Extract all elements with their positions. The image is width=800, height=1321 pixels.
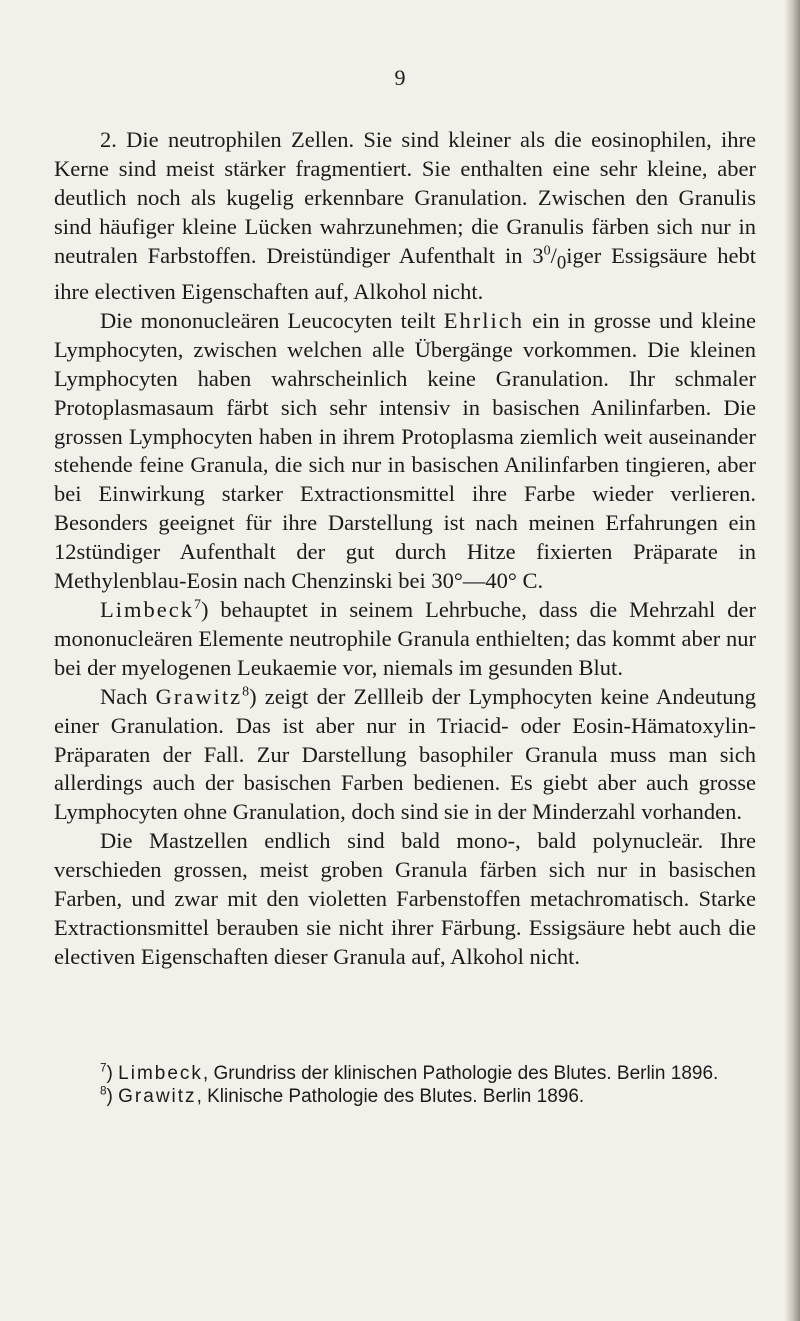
author-name: Grawitz xyxy=(118,1085,197,1107)
author-name: Limbeck xyxy=(118,1063,203,1084)
subscript: 0 xyxy=(556,252,567,274)
footnote-marker: 8 xyxy=(100,1084,107,1098)
paragraph-text: Die mononucleären Leucocyten teilt xyxy=(100,307,444,333)
footnote: $^7$) Limbeck, Grundriss der klinischen Pathologie des Blutes. Berlin 1896. xyxy=(100,1061,719,1084)
paragraph-text: ) zeigt der Zellleib der Lymphocyten keine Andeutung einer Granulation. Das ist aber nur in Triacid- oder Eosin-Hämatoxylin-Präparaten der Fall. Zur Darstellung basophiler Granula muss man sich allerdings auch der basischen Farben bedienen. Es giebt aber auch grosse Lymphocyten ohne Granulation, doch sind sie in der Minderzahl vorhanden. xyxy=(54,683,756,825)
author-name: Ehrlich xyxy=(443,307,524,333)
paragraph-grawitz xyxy=(54,683,756,828)
footnote-marker: 7 xyxy=(100,1061,107,1075)
paragraph-text: ein in grosse und kleine Lymphocyten, zwischen welchen alle Übergänge vorkommen. Die kleinen Lymphocyten haben wahrscheinlich keine Granulation. Ihr schmaler Protoplasmasaum färbt sich sehr intensiv in basischen Anilinfarben. Die grossen Lymphocyten haben in ihrem Protoplasma ziemlich weit auseinander stehende feine Granula, die sich nur in basischen Anilinfarben tingieren, aber bei Einwirkung starker Extractionsmittel ihre Farbe wieder verlieren. Besonders geeignet für ihre Darstellung ist nach meinen Erfahrungen ein 12stündiger Aufenthalt der gut durch Hitze fixierten Präparate in Methylenblau-Eosin nach Chenzinski bei 30°—40° C. xyxy=(54,307,756,594)
paragraph-text: ) behauptet in seinem Lehrbuche, dass die Mehrzahl der mononucleären Elemente neutrophile Granula enthielten; das kommt aber nur bei der myelogenen Leukaemie vor, niemals im gesunden Blut. xyxy=(54,597,756,680)
paragraph-limbeck xyxy=(54,596,756,683)
footnote-text: , Grundriss der klinischen Pathologie des Blutes. Berlin 1896. xyxy=(202,1063,719,1084)
footnote-reference: 8 xyxy=(242,684,250,700)
author-name: Grawitz xyxy=(155,683,243,709)
paragraph-text: iger Essigsäure hebt ihre electiven Eigenschaften auf, Alkohol nicht. xyxy=(54,242,756,305)
footnotes xyxy=(54,1063,756,1108)
page-binding-edge xyxy=(784,0,800,1321)
page-number: 9 xyxy=(394,65,406,90)
paragraph-text: Die Mastzellen endlich sind bald mono-, bald polynucleär. Ihre verschieden grossen, meist groben Granula färben sich nur in basischen Farben, und zwar mit den violetten Farbenstoffen metachromatisch. Starke Extractionsmittel berauben sie nicht ihrer Färbung. Essigsäure hebt auch die electiven Eigenschaften dieser Granula auf, Alkohol nicht. xyxy=(54,828,756,969)
paragraph-mastzellen xyxy=(54,827,756,972)
footnote-text: , Klinische Pathologie des Blutes. Berlin 1896. xyxy=(196,1085,585,1107)
footnote-reference: 7 xyxy=(193,597,201,613)
footnote: $^8$) Grawitz, Klinische Pathologie des Blutes. Berlin 1896. xyxy=(100,1084,585,1107)
fraction-slash: / xyxy=(550,242,557,268)
superscript: 0 xyxy=(543,243,551,259)
paragraph-text: 2. Die neutrophilen Zellen. Sie sind kleiner als die eosinophilen, ihre Kerne sind meist stärker fragmentiert. Sie enthalten eine sehr kleine, aber deutlich noch als kugelig erkennbare Granulation. Zwischen den Granulis sind häufiger kleine Lücken wahrzunehmen; die Granulis färben sich nur in neutralen Farbstoffen. Dreistündiger Aufenthalt in 3 xyxy=(54,127,756,268)
paragraph-text: Nach xyxy=(100,683,156,709)
body-text xyxy=(54,126,756,972)
paragraph-neutrophile-zellen xyxy=(54,126,756,307)
paragraph-mononucleaere-leucocyten xyxy=(54,307,756,596)
author-name: Limbeck xyxy=(100,597,194,622)
